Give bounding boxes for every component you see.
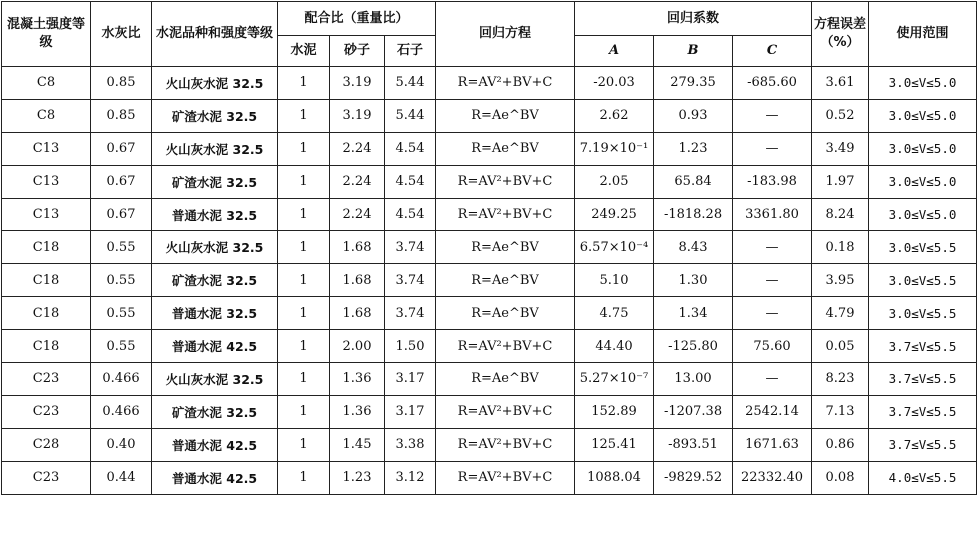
cell-stone: 3.17 [385, 363, 436, 396]
cell-coef-c: 1671.63 [733, 428, 812, 461]
cell-sand: 2.24 [330, 198, 385, 231]
cell-error: 4.79 [812, 297, 869, 330]
cell-coef-c: 75.60 [733, 330, 812, 363]
cell-water-cement-ratio: 0.40 [91, 428, 152, 461]
cell-stone: 4.54 [385, 132, 436, 165]
cell-coef-b: -893.51 [654, 428, 733, 461]
cell-coef-c: — [733, 132, 812, 165]
cell-stone: 3.17 [385, 395, 436, 428]
cell-coef-b: 8.43 [654, 231, 733, 264]
cell-water-cement-ratio: 0.55 [91, 330, 152, 363]
cell-grade: C18 [2, 231, 91, 264]
cell-coef-c: 2542.14 [733, 395, 812, 428]
cell-cement-type: 矿渣水泥 32.5 [152, 99, 278, 132]
cell-stone: 3.12 [385, 461, 436, 494]
cell-stone: 1.50 [385, 330, 436, 363]
header-grade: 混凝土强度等级 [2, 2, 91, 67]
cell-equation: R=AV²+BV+C [436, 330, 575, 363]
cell-cement: 1 [278, 363, 330, 396]
cell-coef-c: 22332.40 [733, 461, 812, 494]
table-row [2, 67, 977, 100]
cell-range: 3.0≤V≤5.0 [869, 165, 977, 198]
cell-error: 8.23 [812, 363, 869, 396]
cell-coef-a: 7.19×10⁻¹ [575, 132, 654, 165]
cell-sand: 1.68 [330, 297, 385, 330]
header-cement-type: 水泥品种和强度等级 [152, 2, 278, 67]
cell-sand: 1.36 [330, 363, 385, 396]
cell-coef-b: 1.34 [654, 297, 733, 330]
header-range: 使用范围 [869, 2, 977, 67]
cell-range: 3.7≤V≤5.5 [869, 428, 977, 461]
cell-grade: C18 [2, 330, 91, 363]
cell-cement-type: 普通水泥 42.5 [152, 461, 278, 494]
cell-error: 7.13 [812, 395, 869, 428]
cell-equation: R=AV²+BV+C [436, 198, 575, 231]
cell-error: 3.49 [812, 132, 869, 165]
cell-equation: R=Ae^BV [436, 231, 575, 264]
cell-cement-type: 普通水泥 32.5 [152, 198, 278, 231]
cell-cement-type: 矿渣水泥 32.5 [152, 264, 278, 297]
header-cement: 水泥 [278, 36, 330, 67]
cell-coef-b: -1818.28 [654, 198, 733, 231]
cell-error: 0.52 [812, 99, 869, 132]
cell-equation: R=Ae^BV [436, 363, 575, 396]
cell-range: 3.7≤V≤5.5 [869, 330, 977, 363]
cell-water-cement-ratio: 0.55 [91, 231, 152, 264]
table-row [2, 198, 977, 231]
cell-sand: 1.68 [330, 231, 385, 264]
cell-coef-b: 13.00 [654, 363, 733, 396]
cell-range: 3.0≤V≤5.5 [869, 231, 977, 264]
cell-sand: 2.24 [330, 165, 385, 198]
cell-water-cement-ratio: 0.55 [91, 297, 152, 330]
cell-stone: 5.44 [385, 67, 436, 100]
cell-stone: 3.74 [385, 231, 436, 264]
cell-cement-type: 普通水泥 32.5 [152, 297, 278, 330]
table-row [2, 165, 977, 198]
cell-error: 3.95 [812, 264, 869, 297]
header-coefficients: 回归系数 [575, 2, 812, 36]
table-row [2, 99, 977, 132]
cell-grade: C23 [2, 461, 91, 494]
cell-grade: C8 [2, 67, 91, 100]
table-row [2, 395, 977, 428]
cell-sand: 3.19 [330, 67, 385, 100]
cell-cement-type: 火山灰水泥 32.5 [152, 132, 278, 165]
cell-grade: C13 [2, 132, 91, 165]
cell-cement: 1 [278, 198, 330, 231]
cell-cement-type: 普通水泥 42.5 [152, 428, 278, 461]
cell-coef-b: -1207.38 [654, 395, 733, 428]
cell-stone: 4.54 [385, 165, 436, 198]
cell-stone: 3.74 [385, 297, 436, 330]
cell-water-cement-ratio: 0.466 [91, 395, 152, 428]
cell-cement-type: 矿渣水泥 32.5 [152, 165, 278, 198]
cell-cement-type: 火山灰水泥 32.5 [152, 363, 278, 396]
cell-error: 0.86 [812, 428, 869, 461]
cell-grade: C8 [2, 99, 91, 132]
cell-coef-b: -125.80 [654, 330, 733, 363]
cell-coef-a: 44.40 [575, 330, 654, 363]
cell-coef-a: 249.25 [575, 198, 654, 231]
cell-coef-c: — [733, 297, 812, 330]
cell-cement: 1 [278, 99, 330, 132]
cell-water-cement-ratio: 0.67 [91, 198, 152, 231]
cell-water-cement-ratio: 0.67 [91, 165, 152, 198]
cell-cement: 1 [278, 264, 330, 297]
cell-range: 3.7≤V≤5.5 [869, 363, 977, 396]
cell-water-cement-ratio: 0.85 [91, 67, 152, 100]
cell-equation: R=AV²+BV+C [436, 461, 575, 494]
cell-cement-type: 火山灰水泥 32.5 [152, 67, 278, 100]
cell-error: 0.18 [812, 231, 869, 264]
cell-stone: 3.38 [385, 428, 436, 461]
cell-range: 3.0≤V≤5.0 [869, 99, 977, 132]
header-coef-a: A [575, 36, 654, 67]
cell-coef-a: 1088.04 [575, 461, 654, 494]
cell-cement: 1 [278, 132, 330, 165]
cell-error: 0.08 [812, 461, 869, 494]
table-row [2, 330, 977, 363]
cell-cement: 1 [278, 297, 330, 330]
cell-equation: R=Ae^BV [436, 264, 575, 297]
cell-cement: 1 [278, 428, 330, 461]
cell-coef-b: 279.35 [654, 67, 733, 100]
cell-sand: 3.19 [330, 99, 385, 132]
cell-cement: 1 [278, 67, 330, 100]
header-error: 方程误差（%） [812, 2, 869, 67]
table-row [2, 363, 977, 396]
cell-stone: 4.54 [385, 198, 436, 231]
cell-grade: C23 [2, 363, 91, 396]
cell-equation: R=Ae^BV [436, 99, 575, 132]
cell-sand: 2.24 [330, 132, 385, 165]
cell-water-cement-ratio: 0.44 [91, 461, 152, 494]
cell-range: 3.0≤V≤5.0 [869, 67, 977, 100]
table-row [2, 428, 977, 461]
cell-coef-c: — [733, 231, 812, 264]
cell-range: 3.0≤V≤5.5 [869, 264, 977, 297]
cell-coef-a: 152.89 [575, 395, 654, 428]
cell-grade: C18 [2, 297, 91, 330]
cell-grade: C13 [2, 165, 91, 198]
header-water-cement-ratio: 水灰比 [91, 2, 152, 67]
cell-coef-b: 65.84 [654, 165, 733, 198]
cell-coef-a: 4.75 [575, 297, 654, 330]
cell-equation: R=AV²+BV+C [436, 67, 575, 100]
cell-stone: 3.74 [385, 264, 436, 297]
cell-grade: C28 [2, 428, 91, 461]
cell-equation: R=AV²+BV+C [436, 165, 575, 198]
header-mix-ratio: 配合比（重量比） [278, 2, 436, 36]
cell-coef-a: 2.62 [575, 99, 654, 132]
cell-coef-c: -685.60 [733, 67, 812, 100]
cell-range: 3.0≤V≤5.0 [869, 132, 977, 165]
cell-water-cement-ratio: 0.85 [91, 99, 152, 132]
cell-cement-type: 火山灰水泥 32.5 [152, 231, 278, 264]
header-sand: 砂子 [330, 36, 385, 67]
cell-coef-c: — [733, 99, 812, 132]
cell-coef-c: -183.98 [733, 165, 812, 198]
cell-cement-type: 普通水泥 42.5 [152, 330, 278, 363]
cell-coef-a: 2.05 [575, 165, 654, 198]
table-row [2, 132, 977, 165]
cell-sand: 1.68 [330, 264, 385, 297]
cell-error: 3.61 [812, 67, 869, 100]
header-coef-b: B [654, 36, 733, 67]
cell-equation: R=AV²+BV+C [436, 395, 575, 428]
cell-equation: R=Ae^BV [436, 297, 575, 330]
cell-cement: 1 [278, 231, 330, 264]
cell-coef-a: 125.41 [575, 428, 654, 461]
cell-cement-type: 矿渣水泥 32.5 [152, 395, 278, 428]
cell-equation: R=AV²+BV+C [436, 428, 575, 461]
table-row [2, 461, 977, 494]
cell-coef-a: 6.57×10⁻⁴ [575, 231, 654, 264]
cell-cement: 1 [278, 165, 330, 198]
header-coef-c: C [733, 36, 812, 67]
table-row [2, 297, 977, 330]
cell-grade: C18 [2, 264, 91, 297]
cell-range: 3.0≤V≤5.5 [869, 297, 977, 330]
cell-cement: 1 [278, 330, 330, 363]
regression-table [1, 1, 977, 495]
cell-sand: 1.23 [330, 461, 385, 494]
cell-coef-b: 1.23 [654, 132, 733, 165]
cell-coef-b: -9829.52 [654, 461, 733, 494]
cell-water-cement-ratio: 0.466 [91, 363, 152, 396]
cell-water-cement-ratio: 0.67 [91, 132, 152, 165]
table-body [2, 67, 977, 495]
cell-range: 3.0≤V≤5.0 [869, 198, 977, 231]
table-row [2, 264, 977, 297]
table-row [2, 231, 977, 264]
cell-stone: 5.44 [385, 99, 436, 132]
header-stone: 石子 [385, 36, 436, 67]
cell-coef-a: 5.10 [575, 264, 654, 297]
cell-coef-a: 5.27×10⁻⁷ [575, 363, 654, 396]
cell-cement: 1 [278, 395, 330, 428]
cell-coef-c: — [733, 363, 812, 396]
cell-coef-a: -20.03 [575, 67, 654, 100]
cell-coef-b: 0.93 [654, 99, 733, 132]
header-equation: 回归方程 [436, 2, 575, 67]
cell-error: 8.24 [812, 198, 869, 231]
cell-error: 1.97 [812, 165, 869, 198]
cell-grade: C13 [2, 198, 91, 231]
cell-equation: R=Ae^BV [436, 132, 575, 165]
cell-cement: 1 [278, 461, 330, 494]
cell-coef-b: 1.30 [654, 264, 733, 297]
cell-water-cement-ratio: 0.55 [91, 264, 152, 297]
cell-sand: 1.45 [330, 428, 385, 461]
cell-sand: 2.00 [330, 330, 385, 363]
cell-range: 4.0≤V≤5.5 [869, 461, 977, 494]
cell-grade: C23 [2, 395, 91, 428]
cell-coef-c: 3361.80 [733, 198, 812, 231]
cell-sand: 1.36 [330, 395, 385, 428]
cell-error: 0.05 [812, 330, 869, 363]
cell-range: 3.7≤V≤5.5 [869, 395, 977, 428]
cell-coef-c: — [733, 264, 812, 297]
